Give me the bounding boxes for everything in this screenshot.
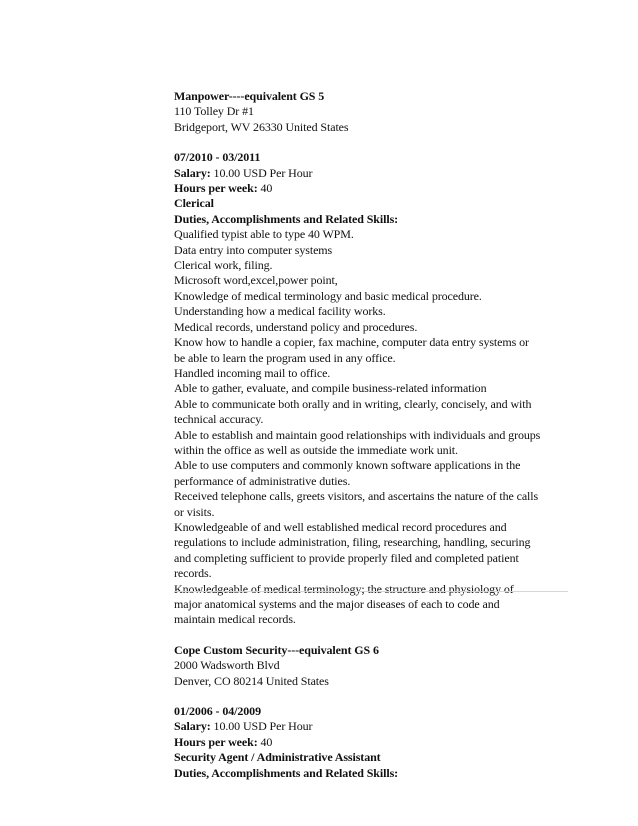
duty-line: Received telephone calls, greets visitors, and ascertains the nature of the calls bbox=[174, 489, 539, 504]
job1-hours bbox=[174, 181, 574, 196]
spacer bbox=[174, 628, 574, 643]
job1-salary-label: Salary: bbox=[174, 165, 211, 180]
spacer bbox=[174, 689, 574, 704]
duty-line: Qualified typist able to type 40 WPM. bbox=[174, 227, 354, 242]
duty-line: Know how to handle a copier, fax machine, computer data entry systems or bbox=[174, 335, 529, 350]
duty-line: Knowledgeable of and well established medical record procedures and bbox=[174, 519, 507, 534]
duty-line: performance of administrative duties. bbox=[174, 473, 351, 488]
duty-line: technical accuracy. bbox=[174, 412, 264, 427]
job1-address-line2: Bridgeport, WV 26330 United States bbox=[174, 119, 349, 134]
job1-duties-heading: Duties, Accomplishments and Related Skills: bbox=[174, 211, 399, 226]
job1-employer: Manpower----equivalent GS 5 bbox=[174, 89, 325, 103]
duty-line: Able to communicate both orally and in writing, clearly, concisely, and with bbox=[174, 396, 532, 411]
job2-hours-label: Hours per week: bbox=[174, 734, 258, 749]
duty-line: records. bbox=[174, 566, 212, 581]
job2-hours-value: 40 bbox=[257, 734, 273, 749]
job2-address-line1: 2000 Wadsworth Blvd bbox=[174, 658, 280, 673]
duty-line: Medical records, understand policy and procedures. bbox=[174, 319, 418, 334]
duty-line: Able to establish and maintain good relationships with individuals and groups bbox=[174, 427, 541, 442]
job1-hours-value: 40 bbox=[257, 181, 273, 196]
job2-hours bbox=[174, 735, 574, 750]
job2-title: Security Agent / Administrative Assistant bbox=[174, 750, 381, 765]
job2-employer: Cope Custom Security---equivalent GS 6 bbox=[174, 642, 379, 657]
duty-line: Clerical work, filing. bbox=[174, 258, 273, 273]
job2-address-line2: Denver, CO 80214 United States bbox=[174, 673, 329, 688]
job2-salary-label: Salary: bbox=[174, 719, 211, 734]
job1-salary-value: 10.00 USD Per Hour bbox=[210, 165, 313, 180]
job1-salary bbox=[174, 166, 574, 181]
duty-line: Able to use computers and commonly known software applications in the bbox=[174, 458, 521, 473]
job2-dates: 01/2006 - 04/2009 bbox=[174, 704, 261, 719]
job1-dates: 07/2010 - 03/2011 bbox=[174, 150, 261, 165]
duty-line: and completing sufficient to provide properly filed and completed patient bbox=[174, 550, 519, 565]
duty-line: be able to learn the program used in any office. bbox=[174, 350, 396, 365]
duty-line: maintain medical records. bbox=[174, 612, 296, 627]
duty-line: regulations to include administration, filing, researching, handling, securing bbox=[174, 535, 531, 550]
duty-line: major anatomical systems and the major diseases of each to code and bbox=[174, 597, 500, 611]
job1-title: Clerical bbox=[174, 196, 214, 211]
job2-salary bbox=[174, 719, 574, 734]
duty-line: or visits. bbox=[174, 504, 215, 519]
job2-duties-heading: Duties, Accomplishments and Related Skills: bbox=[174, 765, 399, 780]
job1-hours-label: Hours per week: bbox=[174, 181, 258, 196]
duty-line: Microsoft word,excel,power point, bbox=[174, 273, 338, 288]
duty-line: Understanding how a medical facility works. bbox=[174, 304, 386, 319]
spacer bbox=[174, 135, 574, 150]
duty-line: Data entry into computer systems bbox=[174, 242, 333, 257]
duty-line: Knowledgeable of medical terminology; the structure and physiology of bbox=[174, 581, 514, 596]
duty-line: within the office as well as outside the immediate work unit. bbox=[174, 442, 458, 457]
job2-salary-value: 10.00 USD Per Hour bbox=[210, 719, 313, 734]
duty-line: Handled incoming mail to office. bbox=[174, 365, 331, 380]
resume-content bbox=[174, 89, 574, 781]
job1-address-line1: 110 Tolley Dr #1 bbox=[174, 104, 254, 119]
section-divider bbox=[174, 591, 568, 592]
duty-line: Able to gather, evaluate, and compile business-related information bbox=[174, 381, 487, 396]
duty-line: Knowledge of medical terminology and basic medical procedure. bbox=[174, 288, 482, 303]
